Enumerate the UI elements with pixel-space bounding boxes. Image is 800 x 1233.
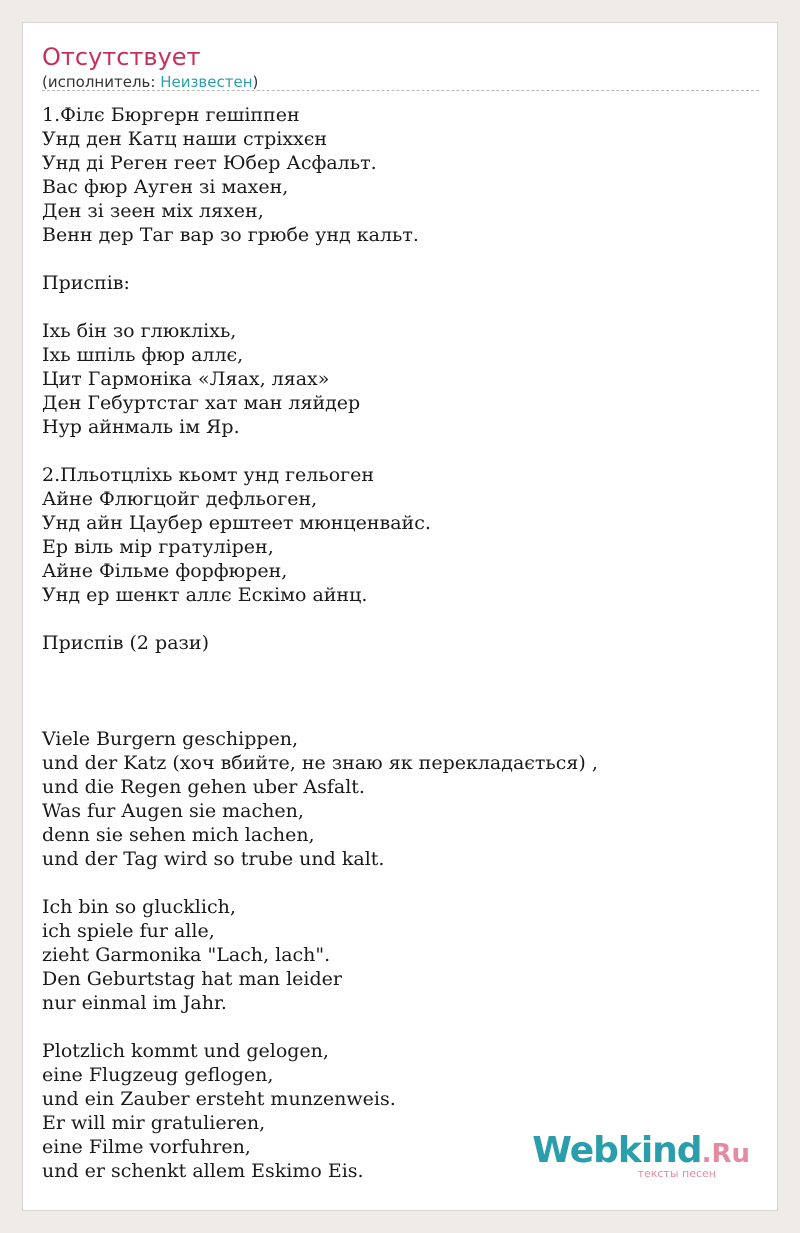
lyric-line: Plotzlich kommt und gelogen, (42, 1040, 329, 1062)
lyric-line: Іхь шпіль фюр аллє, (42, 344, 244, 366)
lyric-line: Ден зі зеен міх ляхен, (42, 200, 264, 222)
lyric-line: 1.Філє Бюргерн гешіппен (42, 104, 300, 126)
lyric-line: denn sie sehen mich lachen, (42, 824, 315, 846)
site-logo[interactable] (532, 1130, 750, 1180)
lyric-line: und der Tag wird so trube und kalt. (42, 848, 385, 870)
lyric-line: Приспів: (42, 272, 130, 294)
lyric-line: Viele Burgern geschippen, (42, 728, 299, 750)
song-title: Отсутствует (42, 43, 201, 71)
lyric-line (42, 1015, 762, 1039)
artist-prefix: (исполнитель: (42, 73, 161, 91)
lyrics-card (22, 22, 778, 1211)
lyric-line: und die Regen gehen uber Asfalt. (42, 776, 365, 798)
lyric-line: Унд ді Реген геет Юбер Асфальт. (42, 152, 377, 174)
title-divider (42, 90, 759, 91)
lyric-line: Приспів (2 рази) (42, 632, 209, 654)
lyric-line (42, 607, 762, 631)
lyric-line (42, 439, 762, 463)
lyric-line (42, 703, 762, 727)
lyric-line: Ден Гебуртстаг хат ман ляйдер (42, 392, 361, 414)
lyric-line: 2.Пльотцліхь кьомт унд гельоген (42, 464, 375, 486)
artist-link[interactable]: Неизвестен (160, 73, 253, 91)
lyric-line (42, 295, 762, 319)
lyric-line: eine Flugzeug geflogen, (42, 1064, 274, 1086)
artist-line (42, 72, 258, 92)
lyrics-text (42, 103, 762, 1183)
artist-suffix: ) (252, 73, 259, 91)
lyric-line: und er schenkt allem Eskimo Eis. (42, 1160, 364, 1182)
brand-tagline: тексты песен (637, 1167, 716, 1180)
lyric-line: Унд ден Катц наши стріххєн (42, 128, 328, 150)
lyric-line: Ер віль мір гратулірен, (42, 536, 274, 558)
lyric-line (42, 247, 762, 271)
lyric-line: eine Filme vorfuhren, (42, 1136, 251, 1158)
lyric-line: Венн дер Таг вар зо грюбе унд кальт. (42, 224, 419, 246)
lyric-line: Айне Флюгцойг дефльоген, (42, 488, 318, 510)
lyric-line: Was fur Augen sie machen, (42, 800, 304, 822)
lyric-line: Іхь бін зо глюкліхь, (42, 320, 237, 342)
lyric-line (42, 655, 762, 679)
lyric-line: Цит Гармоніка «Ляах, ляах» (42, 368, 330, 390)
lyric-line: ich spiele fur alle, (42, 920, 215, 942)
lyric-line: zieht Garmonika "Lach, lach". (42, 944, 331, 966)
lyric-line: Den Geburtstag hat man leider (42, 968, 342, 990)
lyric-line (42, 871, 762, 895)
lyric-line: und ein Zauber ersteht munzenweis. (42, 1088, 396, 1110)
lyric-line: Унд айн Цаубер ерштеет мюнценвайс. (42, 512, 431, 534)
brand-name: Webkind (532, 1130, 702, 1171)
lyric-line: Нур айнмаль ім Яр. (42, 416, 240, 438)
brand-tld: .Ru (701, 1139, 750, 1169)
lyric-line: Айне Фільме форфюрен, (42, 560, 288, 582)
lyric-line (42, 679, 762, 703)
lyric-line: und der Katz (хоч вбийте, не знаю як перекладається) , (42, 752, 598, 774)
lyric-line: Унд ер шенкт аллє Ескімо айнц. (42, 584, 368, 606)
lyric-line: Er will mir gratulieren, (42, 1112, 266, 1134)
lyric-line: Ich bin so glucklich, (42, 896, 236, 918)
lyric-line: nur einmal im Jahr. (42, 992, 227, 1014)
lyric-line: Вас фюр Ауген зі махен, (42, 176, 289, 198)
